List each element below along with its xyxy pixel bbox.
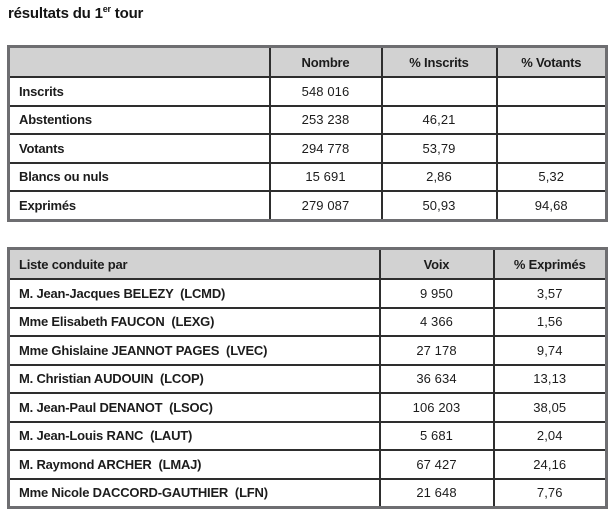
pct-exprimes-value: 2,04: [494, 422, 607, 451]
candidate-name: Mme Nicole DACCORD-GAUTHIER (LFN): [9, 479, 380, 508]
candidate-name: M. Jean-Paul DENANOT (LSOC): [9, 393, 380, 422]
voix-value: 5 681: [380, 422, 494, 451]
pct-exprimes-value: 13,13: [494, 365, 607, 394]
table-row: [9, 191, 607, 220]
row-label: Abstentions: [9, 106, 270, 135]
pct-exprimes-value: 24,16: [494, 450, 607, 479]
pct-exprimes-value: 3,57: [494, 279, 607, 308]
nombre-value: 15 691: [270, 163, 382, 192]
pct-inscrits-value: 2,86: [382, 163, 497, 192]
nombre-value: 279 087: [270, 191, 382, 220]
participation-summary-table: [7, 45, 608, 222]
row-label: Exprimés: [9, 191, 270, 220]
table-row: [9, 134, 607, 163]
page-title-prefix: résultats du 1: [8, 5, 103, 22]
page-title-suffix: tour: [110, 5, 144, 22]
pct-exprimes-value: 7,76: [494, 479, 607, 508]
header-pct-inscrits: % Inscrits: [382, 47, 497, 78]
table-row: [9, 336, 607, 365]
pct-exprimes-value: 1,56: [494, 308, 607, 337]
nombre-value: 253 238: [270, 106, 382, 135]
pct-votants-value: 5,32: [497, 163, 607, 192]
candidate-name: M. Christian AUDOUIN (LCOP): [9, 365, 380, 394]
candidate-name: M. Jean-Louis RANC (LAUT): [9, 422, 380, 451]
table-row: [9, 365, 607, 394]
candidate-name: Mme Elisabeth FAUCON (LEXG): [9, 308, 380, 337]
pct-inscrits-value: 46,21: [382, 106, 497, 135]
header-voix: Voix: [380, 249, 494, 280]
candidate-results-table: [7, 247, 608, 509]
table-row: [9, 308, 607, 337]
pct-inscrits-value: [382, 77, 497, 106]
voix-value: 106 203: [380, 393, 494, 422]
voix-value: 21 648: [380, 479, 494, 508]
voix-value: 36 634: [380, 365, 494, 394]
table-row: [9, 163, 607, 192]
table-row: [9, 279, 607, 308]
pct-votants-value: 94,68: [497, 191, 607, 220]
voix-value: 67 427: [380, 450, 494, 479]
page-title: [8, 5, 143, 22]
pct-inscrits-value: 50,93: [382, 191, 497, 220]
pct-exprimes-value: 9,74: [494, 336, 607, 365]
table-row: [9, 450, 607, 479]
nombre-value: 294 778: [270, 134, 382, 163]
table-row: [9, 479, 607, 508]
candidate-name: M. Raymond ARCHER (LMAJ): [9, 450, 380, 479]
pct-votants-value: [497, 106, 607, 135]
header-liste-conduite-par: Liste conduite par: [9, 249, 380, 280]
row-label: Blancs ou nuls: [9, 163, 270, 192]
nombre-value: 548 016: [270, 77, 382, 106]
table-row: [9, 422, 607, 451]
voix-value: 4 366: [380, 308, 494, 337]
table-header-row: [9, 249, 607, 280]
pct-votants-value: [497, 77, 607, 106]
table-row: [9, 393, 607, 422]
table-row: [9, 106, 607, 135]
header-pct-exprimes: % Exprimés: [494, 249, 607, 280]
voix-value: 9 950: [380, 279, 494, 308]
header-nombre: Nombre: [270, 47, 382, 78]
row-label: Votants: [9, 134, 270, 163]
pct-exprimes-value: 38,05: [494, 393, 607, 422]
candidate-name: Mme Ghislaine JEANNOT PAGES (LVEC): [9, 336, 380, 365]
header-empty-cell: [9, 47, 270, 78]
table-row: [9, 77, 607, 106]
row-label: Inscrits: [9, 77, 270, 106]
table-header-row: [9, 47, 607, 78]
pct-votants-value: [497, 134, 607, 163]
page-title-ordinal-superscript: er: [102, 4, 111, 14]
voix-value: 27 178: [380, 336, 494, 365]
pct-inscrits-value: 53,79: [382, 134, 497, 163]
candidate-name: M. Jean-Jacques BELEZY (LCMD): [9, 279, 380, 308]
header-pct-votants: % Votants: [497, 47, 607, 78]
